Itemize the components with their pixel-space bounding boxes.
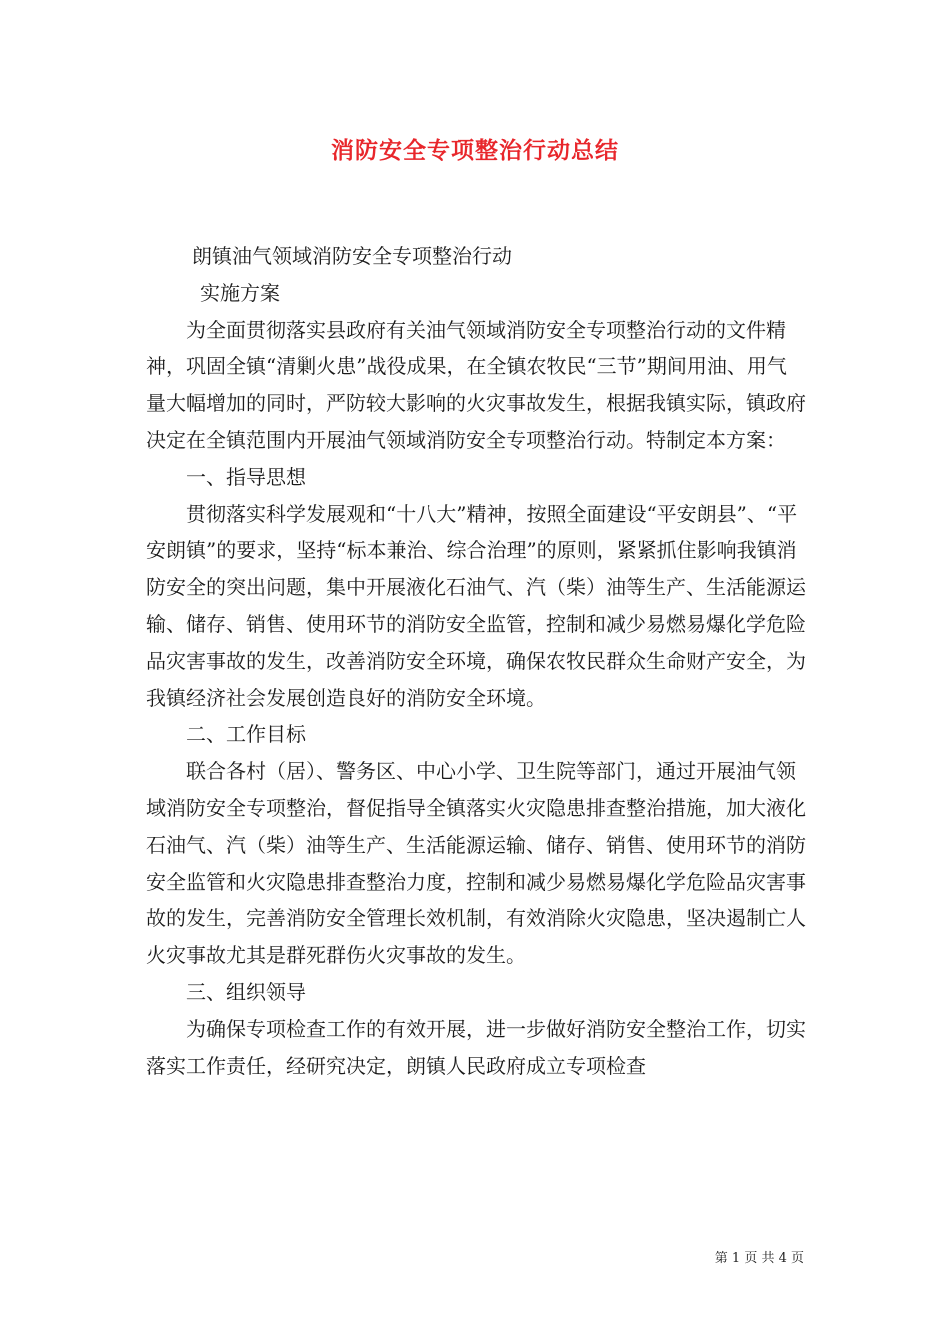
document-body — [146, 238, 806, 1084]
section-heading-3: 三、组织领导 — [186, 979, 306, 1004]
paragraph-intro: 为全面贯彻落实县政府有关油气领域消防安全专项整治行动的文件精神，巩固全镇“清剿火患”战役成果，在全镇农牧民“三节”期间用油、用气量大幅增加的同时，严防较大影响的火灾事故发生，根据我镇实际，镇政府决定在全镇范围内开展油气领域消防安全专项整治行动。特制定本方案： — [146, 317, 806, 452]
document-title: 消防安全专项整治行动总结 — [331, 137, 619, 164]
section-heading-1: 一、指导思想 — [186, 464, 306, 489]
section-heading-2: 二、工作目标 — [186, 722, 306, 747]
paragraph-organization: 为确保专项检查工作的有效开展，进一步做好消防安全整治工作，切实落实工作责任，经研究决定，朗镇人民政府成立专项检查 — [146, 1016, 806, 1078]
subtitle-line-2: 实施方案 — [200, 280, 280, 305]
paragraph-guiding-thought: 贯彻落实科学发展观和“十八大”精神，按照全面建设“平安朗县”、“平安朗镇”的要求，坚持“标本兼治、综合治理”的原则，紧紧抓住影响我镇消防安全的突出问题，集中开展液化石油气、汽（柴）油等生产、生活能源运输、储存、销售、使用环节的消防安全监管，控制和减少易燃易爆化学危险品灾害事故的发生，改善消防安全环境，确保农牧民群众生命财产安全，为我镇经济社会发展创造良好的消防安全环境。 — [146, 501, 806, 710]
page-number-footer: 第 1 页 共 4 页 — [714, 1251, 804, 1266]
subtitle-line-1: 朗镇油气领域消防安全专项整治行动 — [192, 244, 512, 268]
paragraph-work-goals: 联合各村（居）、警务区、中心小学、卫生院等部门，通过开展油气领域消防安全专项整治，督促指导全镇落实火灾隐患排查整治措施，加大液化石油气、汽（柴）油等生产、生活能源运输、储存、销售、使用环节的消防安全监管和火灾隐患排查整治力度，控制和减少易燃易爆化学危险品灾害事故的发生，完善消防安全管理长效机制，有效消除火灾隐患，坚决遏制亡人火灾事故尤其是群死群伤火灾事故的发生。 — [146, 759, 806, 968]
